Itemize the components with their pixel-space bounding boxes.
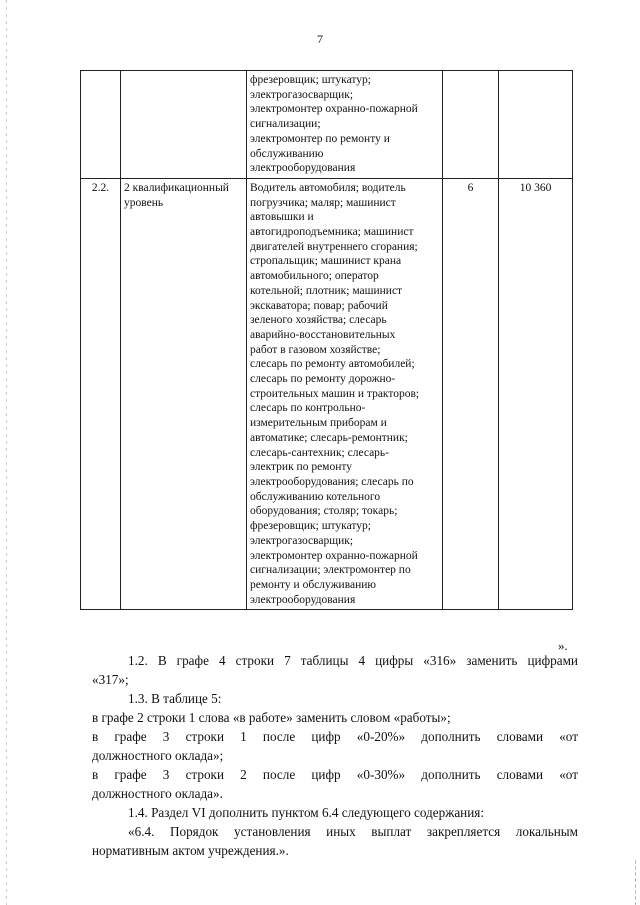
page-number: 7 [317, 32, 323, 46]
professions-cell [247, 178, 443, 609]
amendment-1-3-item-b-line-2: должностного оклада»; [92, 748, 224, 763]
table-row [81, 178, 573, 609]
profession-line: ремонту и обслуживанию [250, 578, 376, 591]
table-closing-quote: ». [558, 638, 568, 653]
profession-line: электрооборудования [250, 162, 356, 175]
profession-line: сигнализации; электромонтер по [250, 564, 411, 577]
profession-line: аварийно-восстановительных [250, 328, 396, 341]
qualification-level-cell [121, 71, 247, 179]
profession-line: Водитель автомобиля; водитель [250, 181, 406, 194]
profession-line: слесарь-сантехник; слесарь- [250, 446, 390, 459]
profession-line: стропальщик; машинист крана [250, 255, 402, 268]
amendment-6-4-line-1: «6.4. Порядок установления иных выплат закрепляется локальным [128, 824, 578, 839]
qualification-level-cell: 2 квалификационный уровень [121, 178, 247, 609]
profession-line: автовышки и [250, 211, 314, 224]
row-number-cell: 2.2. [81, 178, 121, 609]
salary-cell [499, 71, 573, 179]
amendment-1-2 [92, 651, 578, 689]
profession-line: слесарь по ремонту дорожно- [250, 373, 396, 386]
profession-line: фрезеровщик; штукатур; [250, 74, 371, 86]
profession-line: оборудования; столяр; токарь; [250, 505, 398, 518]
amendment-1-3-item-a: в графе 2 строки 1 слова «в работе» заменить словом «работы»; [92, 710, 451, 725]
profession-line: электрооборудования [250, 593, 356, 606]
amendment-1-3-item-b-line-1: в графе 3 строки 1 после цифр «0-20%» дополнить словами «от [92, 729, 578, 744]
profession-line: строительных машин и тракторов; [250, 387, 420, 400]
amendment-1-2-line-2: «317»; [92, 672, 129, 687]
profession-line: электромонтер охранно-пожарной [250, 549, 418, 562]
profession-line: измерительным приборам и [250, 417, 387, 430]
scan-edge-left [6, 0, 7, 905]
table-row [81, 71, 573, 179]
qualification-table [80, 70, 573, 610]
profession-line: электрогазосварщик; [250, 88, 354, 101]
profession-line: электрик по ремонту [250, 461, 352, 474]
profession-line: работ в газовом хозяйстве; [250, 343, 381, 356]
profession-line: погрузчика; маляр; машинист [250, 196, 396, 209]
coefficient-cell: 6 [443, 178, 499, 609]
profession-line: автогидроподъемника; машинист [250, 226, 414, 239]
profession-line: экскаватора; повар; рабочий [250, 299, 388, 312]
profession-line: слесарь по контрольно- [250, 402, 366, 415]
amendment-1-3-heading: 1.3. В таблице 5: [128, 691, 222, 706]
profession-line: электромонтер охранно-пожарной [250, 103, 418, 116]
row-number-cell [81, 71, 121, 179]
amendment-1-3-item-c-line-1: в графе 3 строки 2 после цифр «0-30%» дополнить словами «от [92, 767, 578, 782]
profession-line: электрооборудования; слесарь по [250, 475, 414, 488]
amendment-1-4-line: 1.4. Раздел VI дополнить пунктом 6.4 следующего содержания: [128, 805, 485, 820]
coefficient-cell [443, 71, 499, 179]
amendment-1-3-item-c-line-2: должностного оклада». [92, 786, 223, 801]
amendment-1-2-line-1: 1.2. В графе 4 строки 7 таблицы 4 цифры «316» заменить цифрами [128, 653, 578, 668]
profession-line: сигнализации; [250, 118, 321, 131]
profession-line: котельной; плотник; машинист [250, 284, 403, 297]
profession-line: зеленого хозяйства; слесарь [250, 314, 387, 327]
profession-line: обслуживанию котельного [250, 490, 381, 503]
amendment-1-4 [92, 803, 578, 860]
profession-line: автомобильного; оператор [250, 270, 379, 283]
profession-line: автоматике; слесарь-ремонтник; [250, 431, 408, 444]
amendment-6-4-line-2: нормативным актом учреждения.». [92, 843, 289, 858]
profession-line: двигателей внутреннего сгорания; [250, 240, 418, 253]
amendment-1-3 [92, 689, 578, 803]
profession-line: электрогазосварщик; [250, 534, 354, 547]
professions-cell [247, 71, 443, 179]
profession-line: фрезеровщик; штукатур; [250, 520, 371, 533]
scan-edge-right [635, 860, 636, 905]
salary-cell: 10 360 [499, 178, 573, 609]
profession-line: электромонтер по ремонту и [250, 132, 390, 145]
profession-line: обслуживанию [250, 147, 324, 160]
profession-line: слесарь по ремонту автомобилей; [250, 358, 415, 371]
